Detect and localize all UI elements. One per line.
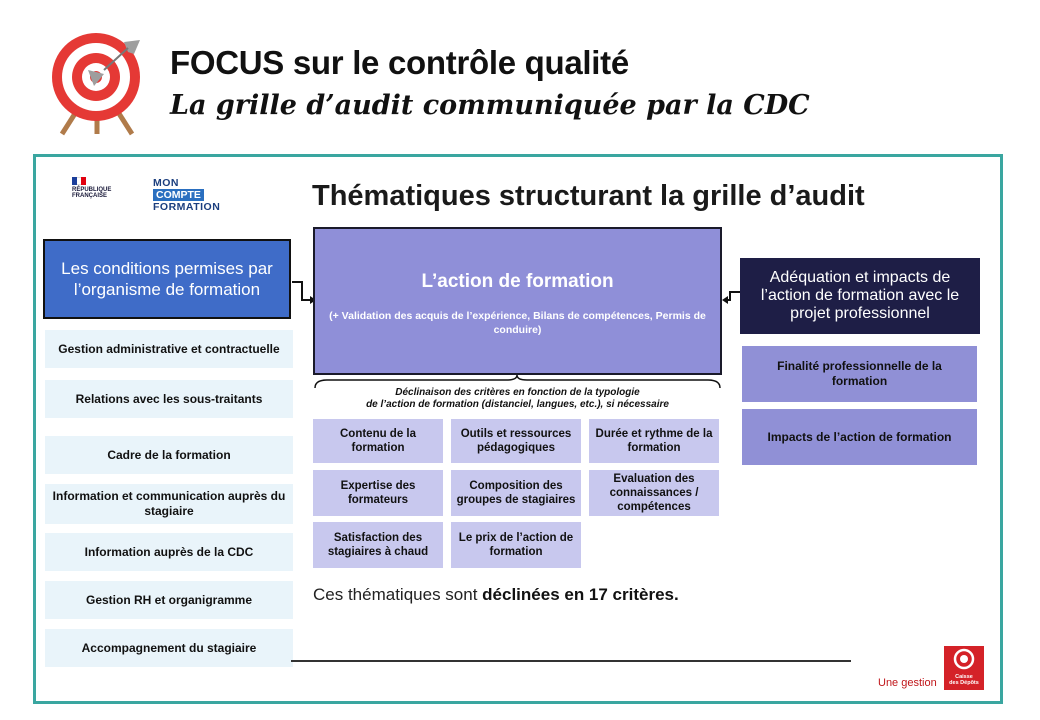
- mcf-line-1: MON: [153, 177, 179, 189]
- left-item: Information auprès de la CDC: [45, 533, 293, 571]
- center-item: Composition des groupes de stagiaires: [451, 470, 581, 516]
- une-gestion-text: Une gestion: [878, 677, 937, 689]
- left-item: Information et communication auprès du stagiaire: [45, 484, 293, 524]
- left-item: Cadre de la formation: [45, 436, 293, 474]
- mcf-line-2: COMPTE: [153, 189, 204, 201]
- left-item: Relations avec les sous-traitants: [45, 380, 293, 418]
- center-item: Evaluation des connaissances / compétences: [589, 470, 719, 516]
- right-heading: Adéquation et impacts de l’action de formation avec le projet professionnel: [740, 258, 980, 334]
- left-item: Gestion administrative et contractuelle: [45, 330, 293, 368]
- cdc-logo-line-1: Caisse: [955, 674, 973, 680]
- slide-title: Thématiques structurant la grille d’audit: [312, 180, 865, 212]
- center-item: Durée et rythme de la formation: [589, 419, 719, 463]
- cdc-swirl-icon: [944, 646, 984, 672]
- brace-caption: [313, 387, 722, 411]
- right-item: Finalité professionnelle de la formation: [742, 346, 977, 402]
- caisse-des-depots-logo: [944, 646, 984, 690]
- center-heading-box: [313, 227, 722, 375]
- republique-francaise-logo: [72, 177, 132, 199]
- mon-compte-formation-logo: [153, 177, 230, 213]
- center-heading: L’action de formation: [421, 271, 614, 292]
- left-heading: Les conditions permises par l’organisme de formation: [43, 239, 291, 319]
- bottom-divider: [291, 660, 851, 662]
- summary-bold: déclinées en 17 critères.: [482, 585, 679, 604]
- target-icon: [48, 30, 148, 136]
- cdc-logo-line-2: des Dépôts: [949, 680, 979, 686]
- page-title: FOCUS sur le contrôle qualité: [170, 44, 629, 81]
- rf-line-2: FRANÇAISE: [72, 193, 108, 199]
- summary-prefix: Ces thématiques sont: [313, 585, 483, 604]
- rf-line-1: RÉPUBLIQUE: [72, 187, 112, 193]
- brace-caption-line-2: de l’action de formation (distanciel, langues, etc.), si nécessaire: [366, 399, 669, 410]
- center-item: Outils et ressources pédagogiques: [451, 419, 581, 463]
- brace-caption-line-1: Déclinaison des critères en fonction de la typologie: [395, 387, 640, 398]
- mcf-line-3: FORMATION: [153, 201, 221, 213]
- center-subheading: (+ Validation des acquis de l’expérience, Bilans de compétences, Permis de conduire): [329, 310, 706, 336]
- center-item: Le prix de l’action de formation: [451, 522, 581, 568]
- page-subtitle: La grille d’audit communiquée par la CDC: [170, 90, 810, 121]
- left-item: Gestion RH et organigramme: [45, 581, 293, 619]
- left-item: Accompagnement du stagiaire: [45, 629, 293, 667]
- center-item: Expertise des formateurs: [313, 470, 443, 516]
- summary-text: [313, 585, 679, 605]
- right-item: Impacts de l’action de formation: [742, 409, 977, 465]
- center-item: Contenu de la formation: [313, 419, 443, 463]
- center-item: Satisfaction des stagiaires à chaud: [313, 522, 443, 568]
